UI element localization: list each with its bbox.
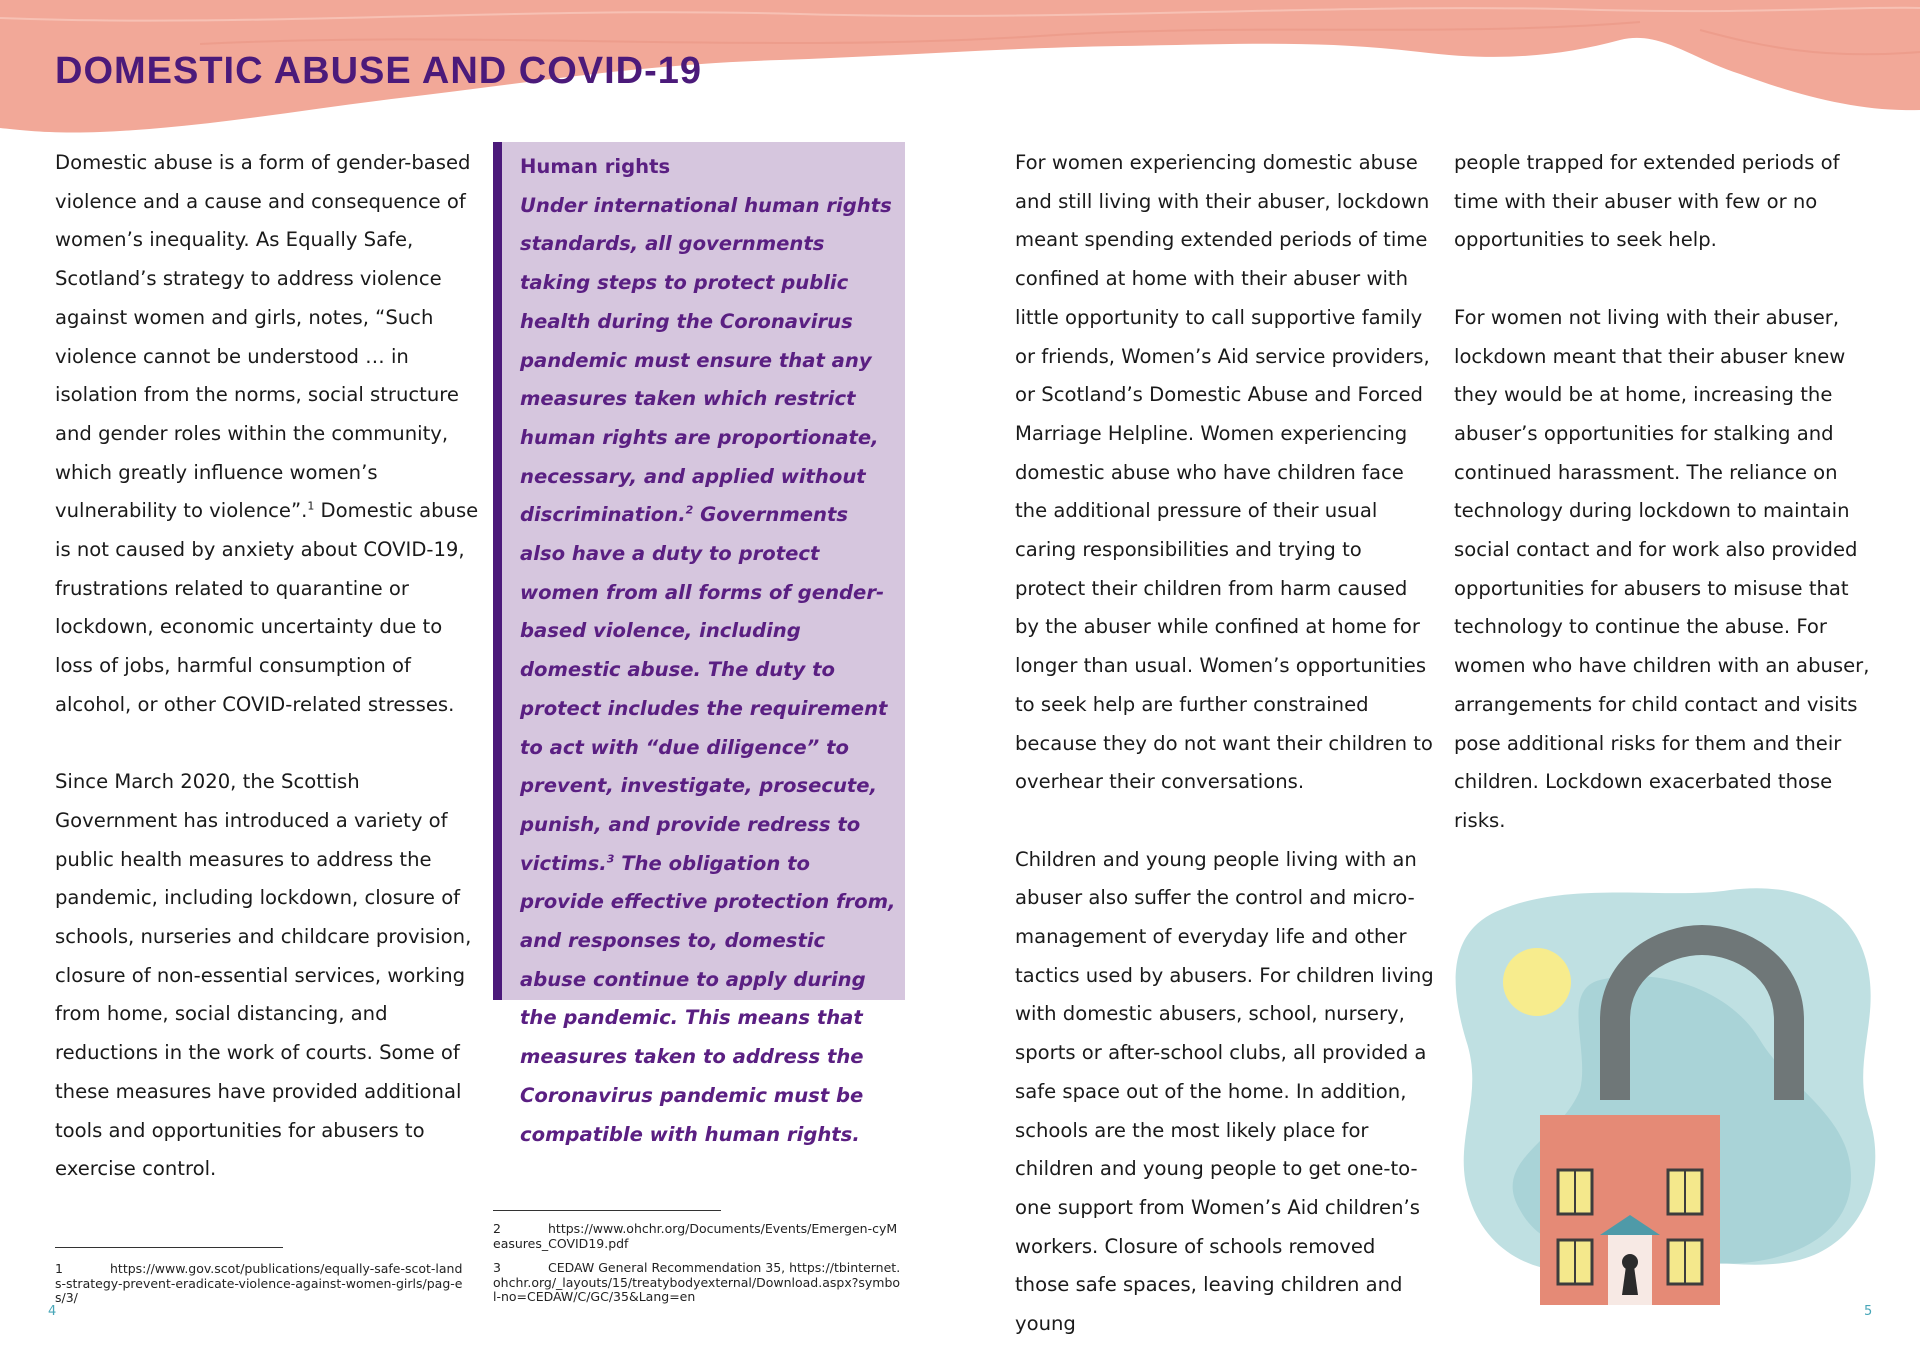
footnote-3: 3 CEDAW General Recommendation 35, https://tbinternet.ohchr.org/_layouts/15/treatybodyexternal/Download.aspx?symbol-no=CEDAW/C/GC/35&Lang=en xyxy=(493,1260,901,1304)
fourth-column xyxy=(1454,144,1884,841)
page-title: DOMESTIC ABUSE AND COVID-19 xyxy=(55,50,703,92)
footnote-ref: 3 xyxy=(606,852,615,866)
footnote-1-link[interactable]: https://www.gov.scot/publications/equally-safe-scot-lands-strategy-prevent-eradicate-violence-against-women-girls/pag-es/3/ xyxy=(55,1261,463,1305)
footnote-2: 2 https://www.ohchr.org/Documents/Events/Emergen-cyMeasures_COVID19.pdf xyxy=(493,1221,898,1251)
continuation-paragraph: people trapped for extended periods of time with their abuser with few or no opportunities to seek help. xyxy=(1454,151,1840,252)
intro-paragraph: Domestic abuse is a form of gender-based violence and a cause and consequence of women’s inequality. As Equally Safe, Scotland’s strategy to address violence against women and girls, notes, “Such violence cannot be understood … in isolation from the norms, social structure and gender roles within the community, which greatly influence women’s vulnerability to violence”.$^1$ Domestic abuse is not caused by anxiety about COVID-19, frustrations related to quarantine or lockdown, economic uncertainty due to loss of jobs, harmful consumption of alcohol, or other COVID-related stresses. xyxy=(55,151,479,716)
not-living-paragraph: For women not living with their abuser, lockdown meant that their abuser knew they would be at home, increasing the abuser’s opportunities for stalking and continued harassment. The reliance on technology during lockdown to maintain social contact and for work also provided opportunities for abusers to misuse that technology to continue the abuse. For women who have children with an abuser, arrangements for child contact and visits pose additional risks for them and their children. Lockdown exacerbated those risks. xyxy=(1454,305,1870,832)
measures-paragraph: Since March 2020, the Scottish Government has introduced a variety of public health measures to address the pandemic, including lockdown, closure of schools, nurseries and childcare provision, closure of non-essential services, working from home, social distancing, and reductions in the work of courts. Some of these measures have provided additional tools and opportunities for abusers to exercise control. xyxy=(55,770,472,1181)
third-column xyxy=(1015,144,1435,1344)
callout-text: Under international human rights standards, all governments taking steps to protect public health during the Coronavirus pandemic must ensure that any measures taken which restrict human rights are proportionate, necessary, and applied without discrimination.$^2$ Governments also have a duty to protect women from all forms of gender-based violence, including domestic abuse. The duty to protect includes the requirement to act with “due diligence” to prevent, investigate, prosecute, punish, and provide redress to victims.$^3$ The obligation to provide effective protection from, and responses to, domestic abuse continue to apply during the pandemic. This means that measures taken to address the Coronavirus pandemic must be compatible with human rights. xyxy=(520,193,896,1146)
lockdown-paragraph: For women experiencing domestic abuse and still living with their abuser, lockdown meant spending extended periods of time confined at home with their abuser with little opportunity to call supportive family or friends, Women’s Aid service providers, or Scotland’s Domestic Abuse and Forced Marriage Helpline. Women experiencing domestic abuse who have children face the additional pressure of their usual caring responsibilities and trying to protect their children from harm caused by the abuser while confined at home for longer than usual. Women’s opportunities to seek help are further constrained because they do not want their children to overhear their conversations. xyxy=(1015,151,1433,794)
footnote-ref: 1 xyxy=(307,499,315,513)
footnote-3-link[interactable]: CEDAW General Recommendation 35, https://tbinternet.ohchr.org/_layouts/15/treatybodyexternal/Download.aspx?symbol-no=CEDAW/C/GC/35&Lang=en xyxy=(493,1260,901,1304)
padlock-house-icon xyxy=(1430,870,1890,1310)
footnote-2-link[interactable]: https://www.ohchr.org/Documents/Events/Emergen-cyMeasures_COVID19.pdf xyxy=(493,1221,898,1251)
callout-heading: Human rights xyxy=(520,155,671,178)
children-paragraph: Children and young people living with an abuser also suffer the control and micro-management of everyday life and other tactics used by abusers. For children living with domestic abusers, school, nursery, sports or after-school clubs, all provided a safe space out of the home. In addition, schools are the most likely place for children and young people to get one-to-one support from Women’s Aid children’s workers. Closure of schools removed those safe spaces, leaving children and young xyxy=(1015,847,1434,1336)
human-rights-callout xyxy=(493,142,905,1146)
footnote-1: 1 https://www.gov.scot/publications/equally-safe-scot-lands-strategy-prevent-eradicate-violence-against-women-girls/pag-es/3/ xyxy=(55,1261,463,1305)
footnote-ref: 2 xyxy=(685,503,694,517)
footnote-rule xyxy=(55,1247,283,1248)
footnote-rule xyxy=(493,1210,721,1211)
left-column xyxy=(55,144,480,1189)
page-number-right: 5 xyxy=(1864,1304,1873,1319)
page-number-left: 4 xyxy=(48,1304,57,1319)
